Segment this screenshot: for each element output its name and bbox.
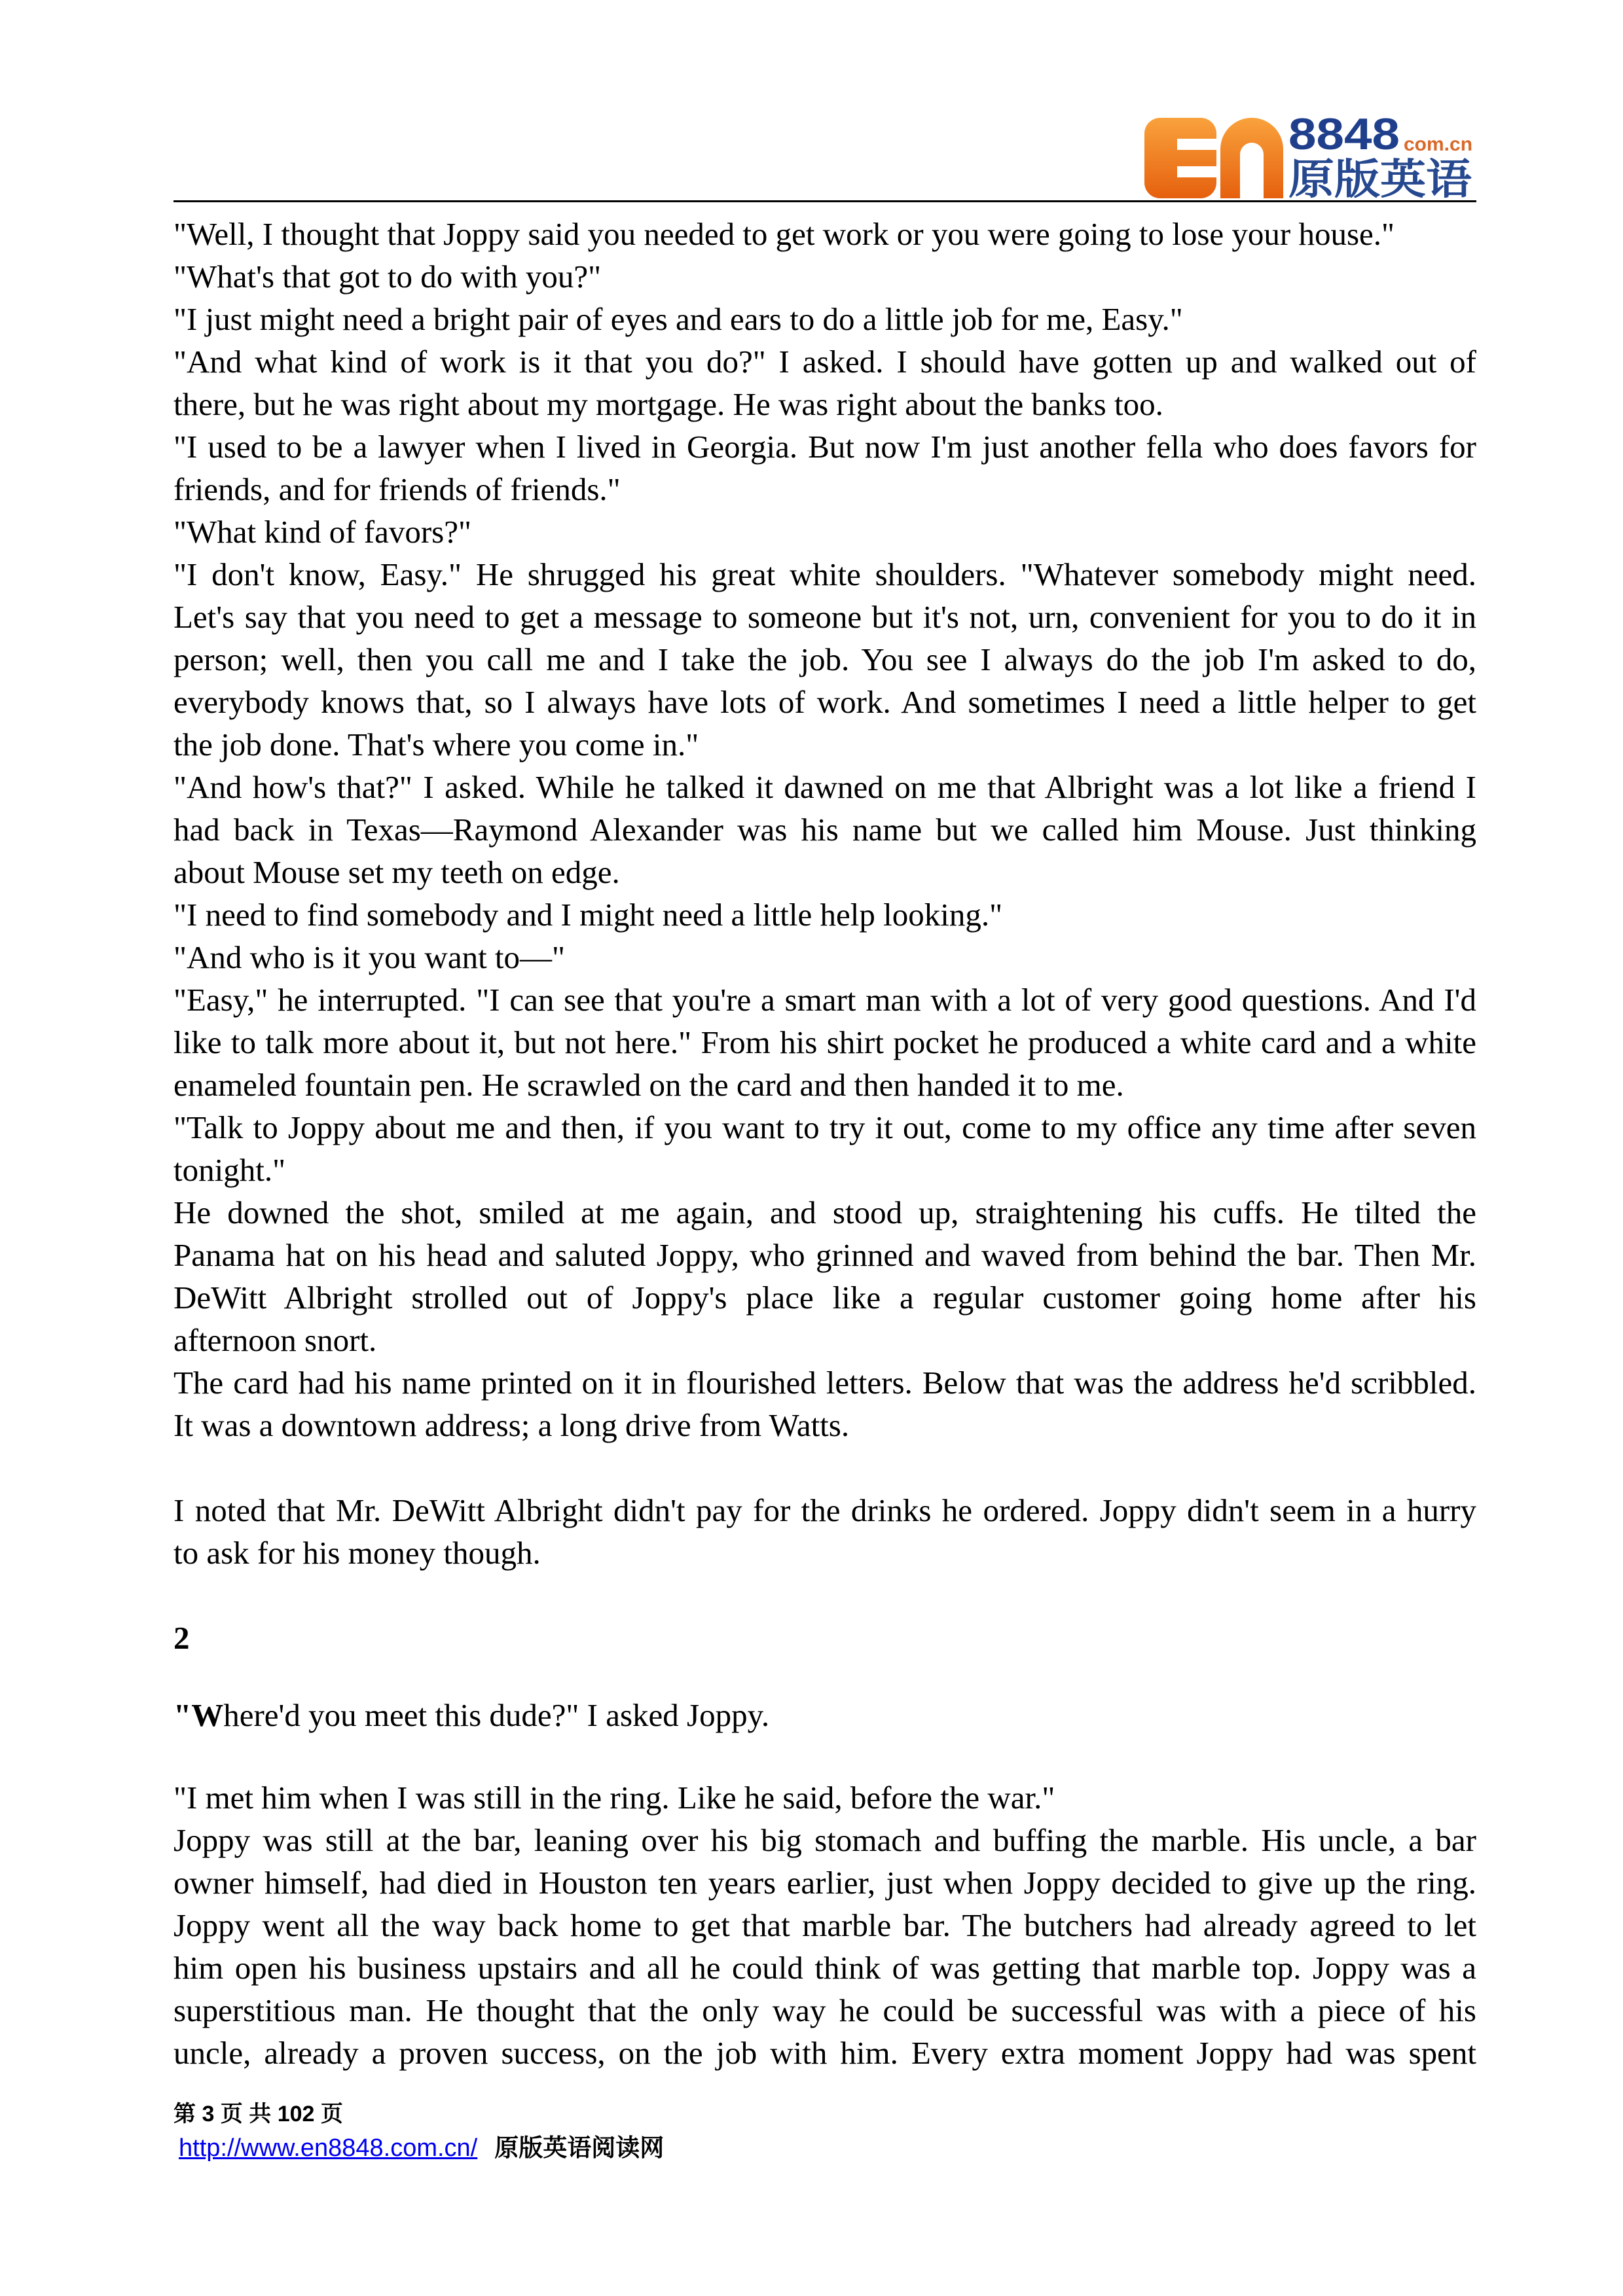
text-line: I noted that Mr. DeWitt Albright didn't pay for the drinks he ordered. Joppy didn't seem in a hurry (173, 1492, 1476, 1528)
text-line: like to talk more about it, but not here." From his shirt pocket he produced a white card and a white (173, 1024, 1476, 1060)
blank-line (173, 1574, 1476, 1617)
paragraph (173, 511, 1476, 553)
paragraph (173, 1776, 1476, 1819)
blank-line (173, 1736, 1476, 1776)
text-line: "I met him when I was still in the ring. Like he said, before the war." (173, 1780, 1055, 1816)
logo-en-mark-icon (1144, 118, 1283, 198)
drop-lead: "W (173, 1697, 224, 1733)
text-line: "I used to be a lawyer when I lived in Georgia. But now I'm just another fella who does favors for (173, 429, 1476, 465)
paragraph (173, 936, 1476, 978)
text-line: Joppy was still at the bar, leaning over his big stomach and buffing the marble. His uncle, a bar (173, 1822, 1476, 1858)
site-name: 原版英语阅读网 (494, 2134, 665, 2161)
text-line: owner himself, had died in Houston ten years earlier, just when Joppy decided to give up the ring. (173, 1865, 1476, 1901)
text-line: DeWitt Albright strolled out of Joppy's place like a regular customer going home after his (173, 1280, 1476, 1316)
chapter-opening-line (173, 1694, 1476, 1736)
logo-tagline: 原版英语 (1288, 156, 1472, 200)
text-line: Panama hat on his head and saluted Joppy, who grinned and waved from behind the bar. Then Mr. (173, 1237, 1476, 1273)
blank-line (173, 1446, 1476, 1489)
text-line: about Mouse set my teeth on edge. (173, 854, 620, 890)
text-line: It was a downtown address; a long drive from Watts. (173, 1407, 850, 1443)
site-link[interactable]: http://www.en8848.com.cn/ (179, 2134, 478, 2162)
text-line: "I need to find somebody and I might need a little help looking." (173, 897, 1003, 933)
text-line: Let's say that you need to get a message to someone but it's not, urn, convenient for you to do it in (173, 599, 1476, 635)
text-line: person; well, then you call me and I take the job. You see I always do the job I'm asked to do, (173, 641, 1476, 677)
en8848-logo[interactable] (1143, 113, 1477, 200)
text-line: "What kind of favors?" (173, 514, 471, 550)
text-line: Joppy went all the way back home to get that marble bar. The butchers had already agreed to let (173, 1907, 1476, 1943)
text-line: everybody knows that, so I always have lots of work. And sometimes I need a little helper to get (173, 684, 1476, 720)
text-line: He downed the shot, smiled at me again, and stood up, straightening his cuffs. He tilted the (173, 1194, 1476, 1230)
footer-link-row (179, 2135, 664, 2161)
text-line: "Well, I thought that Joppy said you needed to get work or you were going to lose your house." (173, 216, 1395, 252)
text-line: The card had his name printed on it in flourished letters. Below that was the address he'd scribbled. (173, 1365, 1476, 1401)
text-line: "And what kind of work is it that you do?" I asked. I should have gotten up and walked out of (173, 344, 1476, 380)
text-line: "Easy," he interrupted. "I can see that you're a smart man with a lot of very good questions. And I'd (173, 982, 1476, 1018)
body-text (173, 213, 1476, 2074)
text-line: "And how's that?" I asked. While he talked it dawned on me that Albright was a lot like a friend I (173, 769, 1476, 805)
paragraph (173, 978, 1476, 1106)
text-line: "And who is it you want to—" (173, 939, 566, 975)
logo-domain: com.cn (1404, 134, 1473, 155)
paragraph (173, 553, 1476, 766)
text-line: the job done. That's where you come in." (173, 726, 699, 762)
text-line: him open his business upstairs and all he could think of was getting that marble top. Joppy was a (173, 1950, 1476, 1986)
text-line: to ask for his money though. (173, 1535, 541, 1571)
text-line: superstitious man. He thought that the only way he could be successful was with a piece of his (173, 1992, 1476, 2028)
logo-number: 8848 (1288, 113, 1400, 159)
paragraph (173, 766, 1476, 893)
text-line: had back in Texas—Raymond Alexander was his name but we called him Mouse. Just thinking (173, 812, 1476, 848)
paragraph (173, 213, 1476, 255)
paragraph (173, 425, 1476, 511)
paragraph (173, 1361, 1476, 1446)
paragraph (173, 298, 1476, 340)
paragraph (173, 1106, 1476, 1191)
paragraph (173, 255, 1476, 298)
paragraph (173, 1489, 1476, 1574)
chapter-heading: 2 (173, 1620, 190, 1656)
header-rule (173, 200, 1476, 202)
opening-rest: here'd you meet this dude?" I asked Joppy. (223, 1697, 770, 1733)
text-line: "I don't know, Easy." He shrugged his great white shoulders. "Whatever somebody might need. (173, 556, 1476, 592)
paragraph (173, 893, 1476, 936)
text-line: "What's that got to do with you?" (173, 259, 602, 295)
blank-line (173, 1659, 1476, 1694)
text-line: tonight." (173, 1152, 286, 1188)
text-line: uncle, already a proven success, on the job with him. Every extra moment Joppy had was spent (173, 2035, 1476, 2071)
text-line: "I just might need a bright pair of eyes and ears to do a little job for me, Easy." (173, 301, 1183, 337)
paragraph (173, 1191, 1476, 1361)
paragraph (173, 340, 1476, 425)
text-line: friends, and for friends of friends." (173, 471, 621, 507)
text-line: "Talk to Joppy about me and then, if you want to try it out, come to my office any time after seven (173, 1109, 1476, 1145)
text-line: there, but he was right about my mortgage. He was right about the banks too. (173, 386, 1163, 422)
paragraph (173, 1819, 1476, 2074)
text-line: enameled fountain pen. He scrawled on the card and then handed it to me. (173, 1067, 1124, 1103)
page-number: 第 3 页 共 102 页 (173, 2102, 343, 2126)
text-line: afternoon snort. (173, 1322, 377, 1358)
